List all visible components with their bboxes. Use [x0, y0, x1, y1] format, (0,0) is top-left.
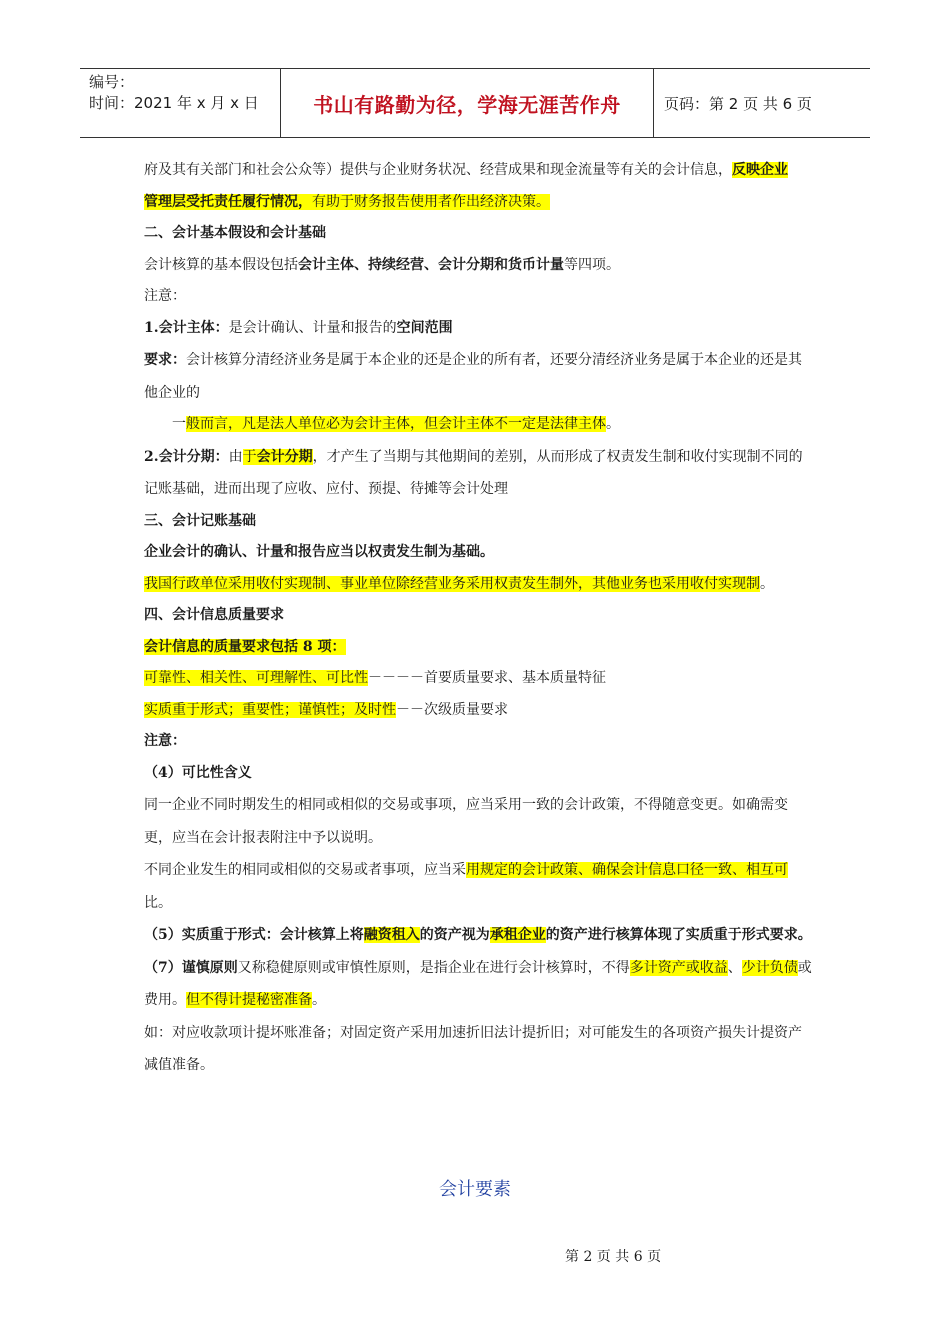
document-body	[144, 155, 812, 1082]
text-run: 。	[312, 992, 326, 1008]
bold-text: （7）谨慎原则	[144, 959, 238, 976]
text-run: ，才产生了当期与其他期间的差别，从而形成了权责发生制和收付实现制不同的记账基础，进而出现了应收、应付、预提、待摊等会计处理	[144, 448, 803, 497]
text-run: 会计核算的基本假设包括	[144, 256, 298, 273]
document-date: 时间：2021 年 x 月 x 日	[89, 94, 259, 112]
highlighted-text: 有助于财务报告使用者作出经济决策。	[312, 193, 550, 210]
highlighted-text: 多计资产或收益	[629, 959, 728, 976]
subheading: （4）可比性含义	[144, 764, 252, 781]
highlighted-text: 融资租入	[363, 927, 420, 943]
highlighted-text: 反映企业	[732, 162, 788, 178]
paragraph	[144, 569, 812, 601]
section-heading: 四、会计信息质量要求	[144, 607, 284, 623]
text-run: 一	[172, 416, 186, 432]
highlighted-text: 会计分期	[256, 448, 313, 465]
paragraph	[144, 250, 812, 282]
text-run: 又称稳健原则或审慎性原则，是指企业在进行会计核算时，不得	[237, 959, 630, 976]
bold-text: 会计主体、持续经营、会计分期和货币计量	[298, 256, 564, 273]
paragraph	[144, 952, 812, 1017]
paragraph	[144, 313, 812, 345]
section-heading: 三、会计记账基础	[144, 512, 256, 529]
highlighted-text: 承租企业	[489, 927, 546, 943]
page-footer: 第 2 页 共 6 页	[565, 1249, 662, 1265]
highlighted-text: 管理层受托责任履行情况，	[144, 193, 312, 210]
text-run: 是会计确认、计量和报告的	[228, 319, 397, 336]
highlighted-text: 于	[242, 448, 257, 465]
highlighted-text: 少计负债	[741, 959, 798, 976]
section-heading: 二、会计基本假设和会计基础	[144, 225, 326, 241]
bold-text: 要求：	[144, 352, 186, 368]
text-run: 等四项。	[564, 256, 620, 273]
header-page-info: 页码：第 2 页 共 6 页	[664, 94, 812, 113]
highlighted-text: 我国行政单位采用收付实现制、事业单位除经营业务采用权责发生制外，其他业务也采用收付实现制	[144, 575, 760, 592]
highlighted-text: 般而言，凡是法人单位必为会计主体，但会计主体不一定是法律主体	[186, 416, 606, 432]
paragraph	[144, 919, 812, 952]
text-run: 。	[606, 416, 620, 432]
text-run: 或费用。	[144, 959, 812, 1008]
document-code-label: 编号：	[89, 73, 135, 91]
bold-text: 2.会计分期：	[144, 448, 229, 465]
note-label: 注意：	[144, 288, 186, 304]
paragraph	[144, 441, 812, 506]
page-header	[80, 68, 870, 138]
paragraph	[144, 695, 812, 727]
paragraph	[144, 663, 812, 695]
header-motto: 书山有路勤为径，学海无涯苦作舟	[280, 69, 654, 137]
text-run: －－－－首要质量要求、基本质量特征	[368, 670, 606, 686]
text-run: 。	[760, 575, 774, 592]
highlighted-text: 实质重于形式；重要性；谨慎性；及时性	[144, 701, 396, 718]
text-run: 的资产视为	[419, 927, 490, 943]
note-label: 注意：	[144, 733, 186, 749]
text-run: 府及其有关部门和社会公众等）提供与企业财务状况、经营成果和现金流量等有关的会计信息，	[144, 162, 732, 178]
bold-text: 空间范围	[396, 319, 453, 336]
paragraph: 同一企业不同时期发生的相同或相似的交易或事项，应当采用一致的会计政策，不得随意变更。如确需变更，应当在会计报表附注中予以说明。	[144, 797, 788, 846]
paragraph	[144, 155, 812, 187]
text-run: 由	[228, 448, 243, 465]
paragraph: 如：对应收款项计提坏账准备；对固定资产采用加速折旧法计提折旧；对可能发生的各项资产损失计提资产减值准备。	[144, 1024, 802, 1073]
text-run: 、	[727, 959, 742, 976]
text-run: 会计核算分清经济业务是属于本企业的还是企业的所有者，还要分清经济业务是属于本企业的还是其他企业的	[144, 352, 802, 401]
text-run: （5）实质重于形式：会计核算上将	[144, 927, 364, 943]
bold-text: 1.会计主体：	[144, 319, 229, 336]
paragraph	[144, 632, 812, 664]
text-run: 不同企业发生的相同或相似的交易或者事项，应当采	[144, 862, 466, 878]
highlighted-text: 可靠性、相关性、可理解性、可比性	[144, 670, 368, 686]
text-run: 的资产进行核算体现了实质重于形式要求。	[545, 927, 812, 943]
paragraph	[144, 854, 812, 919]
text-run: 比。	[144, 894, 172, 911]
paragraph	[144, 187, 812, 219]
text-run: －－次级质量要求	[396, 701, 508, 718]
highlighted-text: 会计信息的质量要求包括 8 项：	[144, 638, 346, 655]
paragraph	[144, 409, 812, 441]
section-title: 会计要素	[439, 1179, 511, 1200]
highlighted-text: 但不得计提秘密准备	[186, 992, 312, 1008]
paragraph: 企业会计的确认、计量和报告应当以权责发生制为基础。	[144, 544, 494, 560]
paragraph	[144, 344, 812, 409]
highlighted-text: 用规定的会计政策、确保会计信息口径一致、相互可	[466, 862, 788, 878]
header-meta	[80, 69, 280, 137]
